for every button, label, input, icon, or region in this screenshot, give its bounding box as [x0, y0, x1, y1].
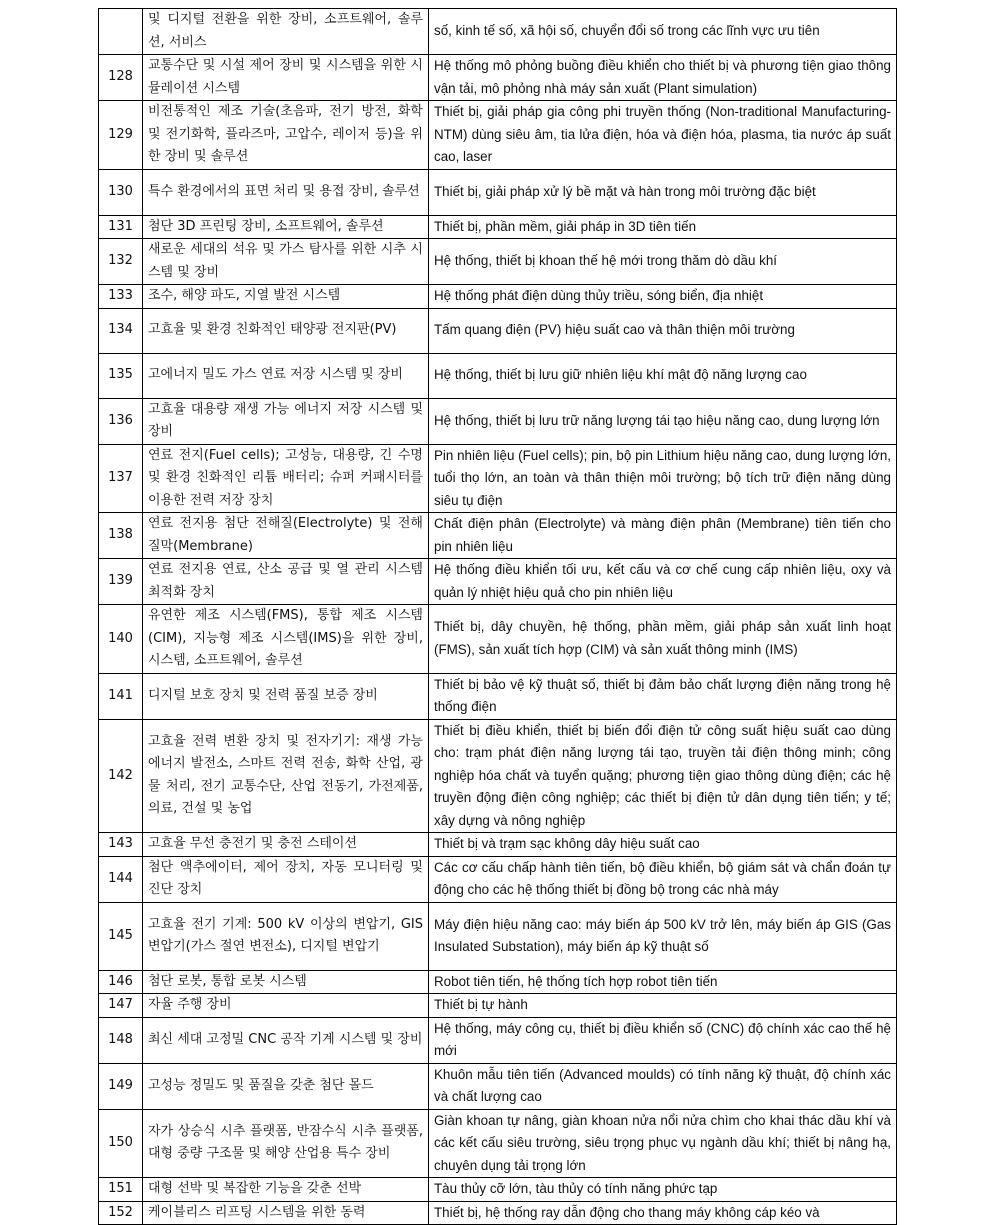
table-row	[99, 215, 897, 239]
table-row	[99, 169, 897, 215]
table-row	[99, 398, 897, 444]
row-number: 138	[99, 513, 143, 559]
vietnamese-description: Thiết bị, hệ thống ray dẫn động cho thang máy không cáp kéo và	[429, 1201, 897, 1225]
korean-description: 자율 주행 장비	[143, 994, 429, 1018]
row-number	[99, 9, 143, 55]
korean-description: 새로운 세대의 석유 및 가스 탐사를 위한 시추 시스템 및 장비	[143, 239, 429, 285]
table-row	[99, 1017, 897, 1063]
table-row	[99, 239, 897, 285]
table-row	[99, 559, 897, 605]
korean-description: 대형 선박 및 복잡한 기능을 갖춘 선박	[143, 1178, 429, 1202]
korean-description: 고성능 정밀도 및 품질을 갖춘 첨단 몰드	[143, 1063, 429, 1109]
vietnamese-description: Hệ thống, thiết bị lưu trữ năng lượng tái tạo hiệu năng cao, dung lượng lớn	[429, 398, 897, 444]
korean-description: 유연한 제조 시스템(FMS), 통합 제조 시스템(CIM), 지능형 제조 시스템(IMS)을 위한 장비, 시스템, 소프트웨어, 솔루션	[143, 605, 429, 674]
korean-description: 연료 전지용 연료, 산소 공급 및 열 관리 시스템 최적화 장치	[143, 559, 429, 605]
korean-description: 고효율 및 환경 친화적인 태양광 전지판(PV)	[143, 308, 429, 353]
korean-description: 자가 상승식 시추 플랫폼, 반잠수식 시추 플랫폼, 대형 중량 구조물 및 해양 산업용 특수 장비	[143, 1109, 429, 1178]
table-row	[99, 513, 897, 559]
row-number: 146	[99, 970, 143, 994]
row-number: 140	[99, 605, 143, 674]
table-row	[99, 55, 897, 101]
table-row	[99, 902, 897, 970]
row-number: 129	[99, 101, 143, 170]
row-number: 136	[99, 398, 143, 444]
row-number: 142	[99, 719, 143, 833]
korean-description: 특수 환경에서의 표면 처리 및 용접 장비, 솔루션	[143, 169, 429, 215]
table-row	[99, 1201, 897, 1225]
row-number: 152	[99, 1201, 143, 1225]
vietnamese-description: Hệ thống, máy công cụ, thiết bị điều khiển số (CNC) độ chính xác cao thế hệ mới	[429, 1017, 897, 1063]
vietnamese-description: Pin nhiên liệu (Fuel cells); pin, bộ pin Lithium hiệu năng cao, dung lượng lớn, tuổi thọ lớn, an toàn và thân thiện môi trường; bộ tích trữ điện năng dùng siêu tụ điện	[429, 444, 897, 513]
row-number: 134	[99, 308, 143, 353]
table-row	[99, 605, 897, 674]
table-row	[99, 719, 897, 833]
vietnamese-description: Thiết bị, giải pháp gia công phi truyền thống (Non-traditional Manufacturing-NTM) dùng siêu âm, tia lửa điện, hóa và điện hóa, plasma, tia nước áp suất cao, laser	[429, 101, 897, 170]
row-number: 141	[99, 673, 143, 719]
vietnamese-description: Thiết bị tự hành	[429, 994, 897, 1018]
row-number: 130	[99, 169, 143, 215]
row-number: 137	[99, 444, 143, 513]
vietnamese-description: Hệ thống, thiết bị khoan thế hệ mới trong thăm dò dầu khí	[429, 239, 897, 285]
korean-description: 첨단 로봇, 통합 로봇 시스템	[143, 970, 429, 994]
table-row	[99, 353, 897, 398]
row-number: 148	[99, 1017, 143, 1063]
row-number: 139	[99, 559, 143, 605]
vietnamese-description: Tàu thủy cỡ lớn, tàu thủy có tính năng phức tạp	[429, 1178, 897, 1202]
table-row	[99, 994, 897, 1018]
vietnamese-description: số, kinh tế số, xã hội số, chuyển đổi số trong các lĩnh vực ưu tiên	[429, 9, 897, 55]
row-number: 149	[99, 1063, 143, 1109]
korean-description: 고효율 전기 기계: 500 kV 이상의 변압기, GIS 변압기(가스 절연 변전소), 디지털 변압기	[143, 902, 429, 970]
vietnamese-description: Thiết bị bảo vệ kỹ thuật số, thiết bị đảm bảo chất lượng điện năng trong hệ thống điện	[429, 673, 897, 719]
korean-description: 고효율 전력 변환 장치 및 전자기기: 재생 가능 에너지 발전소, 스마트 전력 전송, 화학 산업, 광물 처리, 전기 교통수단, 산업 전동기, 가전제품, 의료, 건설 및 농업	[143, 719, 429, 833]
korean-description: 연료 전지용 첨단 전해질(Electrolyte) 및 전해질막(Membrane)	[143, 513, 429, 559]
vietnamese-description: Hệ thống phát điện dùng thủy triều, sóng biển, địa nhiệt	[429, 285, 897, 309]
korean-description: 고효율 대용량 재생 가능 에너지 저장 시스템 및 장비	[143, 398, 429, 444]
vietnamese-description: Hệ thống điều khiển tối ưu, kết cấu và cơ chế cung cấp nhiên liệu, oxy và quản lý nhiệt hiệu quả cho pin nhiên liệu	[429, 559, 897, 605]
document-table	[98, 8, 897, 1225]
row-number: 131	[99, 215, 143, 239]
table-row	[99, 285, 897, 309]
korean-description: 디지털 보호 장치 및 전력 품질 보증 장비	[143, 673, 429, 719]
vietnamese-description: Hệ thống, thiết bị lưu giữ nhiên liệu khí mật độ năng lượng cao	[429, 353, 897, 398]
table-row	[99, 101, 897, 170]
row-number: 133	[99, 285, 143, 309]
table-row	[99, 1178, 897, 1202]
table-row	[99, 673, 897, 719]
vietnamese-description: Thiết bị, dây chuyền, hệ thống, phần mềm, giải pháp sản xuất linh hoạt (FMS), sản xuất tích hợp (CIM) và sản xuất thông minh (IMS)	[429, 605, 897, 674]
vietnamese-description: Hệ thống mô phỏng buồng điều khiển cho thiết bị và phương tiện giao thông vận tải, mô phỏng nhà máy sản xuất (Plant simulation)	[429, 55, 897, 101]
row-number: 132	[99, 239, 143, 285]
table-row	[99, 833, 897, 857]
row-number: 150	[99, 1109, 143, 1178]
korean-description: 고효율 무선 충전기 및 충전 스테이션	[143, 833, 429, 857]
row-number: 145	[99, 902, 143, 970]
korean-description: 케이블리스 리프팅 시스템을 위한 동력	[143, 1201, 429, 1225]
vietnamese-description: Giàn khoan tự nâng, giàn khoan nửa nổi nửa chìm cho khai thác dầu khí và các kết cấu siêu trường, siêu trọng phục vụ ngành dầu khí; thiết bị nâng hạ, chuyên dụng tải trọng lớn	[429, 1109, 897, 1178]
table-body	[99, 9, 897, 1225]
vietnamese-description: Chất điện phân (Electrolyte) và màng điện phân (Membrane) tiên tiến cho pin nhiên liệu	[429, 513, 897, 559]
table-row	[99, 9, 897, 55]
row-number: 147	[99, 994, 143, 1018]
row-number: 128	[99, 55, 143, 101]
table-row	[99, 308, 897, 353]
korean-description: 조수, 해양 파도, 지열 발전 시스템	[143, 285, 429, 309]
korean-description: 비전통적인 제조 기술(초음파, 전기 방전, 화학 및 전기화학, 플라즈마, 고압수, 레이저 등)을 위한 장비 및 솔루션	[143, 101, 429, 170]
table-row	[99, 970, 897, 994]
row-number: 144	[99, 856, 143, 902]
vietnamese-description: Khuôn mẫu tiên tiến (Advanced moulds) có tính năng kỹ thuật, độ chính xác và chất lượng cao	[429, 1063, 897, 1109]
vietnamese-description: Thiết bị điều khiển, thiết bị biến đổi điện tử công suất hiệu suất cao dùng cho: trạm phát điện năng lượng tái tạo, truyền tải điện thông minh; công nghiệp hóa chất và tuyển quặng; phương tiện giao thông dùng điện; các hệ truyền động điện công nghiệp; các thiết bị điện tử dân dụng tiên tiến; y tế; xây dựng và nông nghiệp	[429, 719, 897, 833]
vietnamese-description: Máy điện hiệu năng cao: máy biến áp 500 kV trở lên, máy biến áp GIS (Gas Insulated Substation), máy biến áp kỹ thuật số	[429, 902, 897, 970]
table-row	[99, 1109, 897, 1178]
vietnamese-description: Tấm quang điện (PV) hiệu suất cao và thân thiện môi trường	[429, 308, 897, 353]
korean-description: 첨단 액추에이터, 제어 장치, 자동 모니터링 및 진단 장치	[143, 856, 429, 902]
korean-description: 최신 세대 고정밀 CNC 공작 기계 시스템 및 장비	[143, 1017, 429, 1063]
korean-description: 첨단 3D 프린팅 장비, 소프트웨어, 솔루션	[143, 215, 429, 239]
vietnamese-description: Thiết bị, giải pháp xử lý bề mặt và hàn trong môi trường đặc biệt	[429, 169, 897, 215]
korean-description: 고에너지 밀도 가스 연료 저장 시스템 및 장비	[143, 353, 429, 398]
vietnamese-description: Thiết bị, phần mềm, giải pháp in 3D tiên tiến	[429, 215, 897, 239]
vietnamese-description: Các cơ cấu chấp hành tiên tiến, bộ điều khiển, bộ giám sát và chẩn đoán tự động cho các hệ thống thiết bị đồng bộ trong các nhà máy	[429, 856, 897, 902]
korean-description: 연료 전지(Fuel cells); 고성능, 대용량, 긴 수명 및 환경 친화적인 리튬 배터리; 슈퍼 커패시터를 이용한 전력 저장 장치	[143, 444, 429, 513]
row-number: 135	[99, 353, 143, 398]
vietnamese-description: Robot tiên tiến, hệ thống tích hợp robot tiên tiến	[429, 970, 897, 994]
table-row	[99, 856, 897, 902]
table-row	[99, 444, 897, 513]
row-number: 143	[99, 833, 143, 857]
vietnamese-description: Thiết bị và trạm sạc không dây hiệu suất cao	[429, 833, 897, 857]
korean-description: 및 디지털 전환을 위한 장비, 소프트웨어, 솔루션, 서비스	[143, 9, 429, 55]
korean-description: 교통수단 및 시설 제어 장비 및 시스템을 위한 시뮬레이션 시스템	[143, 55, 429, 101]
table-row	[99, 1063, 897, 1109]
row-number: 151	[99, 1178, 143, 1202]
